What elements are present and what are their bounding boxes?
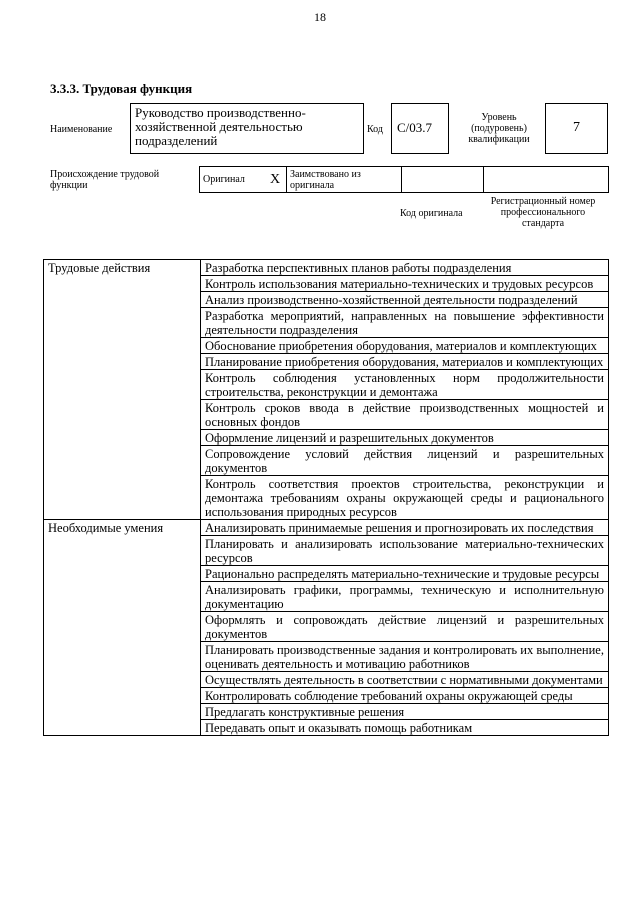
labor-action-row-text: Контроль сроков ввода в действие производственных мощностей и основных фондов (201, 400, 609, 430)
labor-action-row-text: Сопровождение условий действия лицензий и разрешительных документов (201, 446, 609, 476)
skill-row-text: Анализировать графики, программы, техническую и исполнительную документацию (201, 582, 609, 612)
skill-row-text: Передавать опыт и оказывать помощь работникам (201, 720, 609, 736)
skill-row (44, 520, 609, 536)
function-name-line: подразделений (135, 133, 218, 148)
reg-number-line: Регистрационный номер (490, 196, 596, 207)
borrowed-line: Заимствовано из (290, 168, 361, 180)
skill-row-text: Контролировать соблюдение требований охраны окружающей среды (201, 688, 609, 704)
labor-action-row-text: Контроль соответствия проектов строительства, реконструкции и демонтажа требованиям охраны окружающей среды и рационального использования природных ресурсов (201, 476, 609, 520)
category-label: Необходимые умения (44, 520, 201, 736)
reg-number-caption (478, 196, 608, 229)
skill-row-text: Планировать производственные задания и контролировать их выполнение, оценивать деятельность и мотивацию работников (201, 642, 609, 672)
labor-action-row-text: Анализ производственно-хозяйственной деятельности подразделений (201, 292, 609, 308)
labor-action-row-text: Контроль использования материально-технических и трудовых ресурсов (201, 276, 609, 292)
original-mark: X (264, 167, 287, 193)
skill-row-text: Рационально распределять материально-технические и трудовые ресурсы (201, 566, 609, 582)
function-name-box (130, 103, 364, 154)
origin-label (50, 169, 159, 191)
origin-label-line: функции (50, 180, 88, 191)
reg-number-cell (484, 167, 609, 193)
original-code-caption: Код оригинала (400, 208, 463, 219)
function-details-table (43, 259, 609, 736)
labor-action-row-text: Разработка перспективных планов работы подразделения (201, 260, 609, 276)
function-name-line: Руководство производственно- (135, 105, 306, 120)
code-value: C/03.7 (391, 103, 449, 154)
labor-action-row-text: Разработка мероприятий, направленных на повышение эффективности деятельности подразделения (201, 308, 609, 338)
origin-table (199, 166, 609, 193)
original-label: Оригинал (200, 167, 265, 193)
labor-action-row (44, 260, 609, 276)
code-label: Код (367, 124, 383, 135)
name-label: Наименование (50, 124, 113, 135)
section-title: 3.3.3. Трудовая функция (50, 81, 193, 96)
level-label-line: квалификации (468, 134, 530, 145)
labor-action-row-text: Контроль соблюдения установленных норм продолжительности строительства, реконструкции и демонтажа (201, 370, 609, 400)
level-label-line: (подуровень) (471, 123, 527, 134)
skill-row-text: Оформлять и сопровождать действие лицензий и разрешительных документов (201, 612, 609, 642)
skill-row-text: Планировать и анализировать использование материально-технических ресурсов (201, 536, 609, 566)
level-label (456, 112, 542, 145)
function-name-line: хозяйственной деятельностью (135, 119, 303, 134)
qualification-level-value: 7 (545, 103, 608, 154)
borrowed-line: оригинала (290, 179, 335, 191)
origin-label-line: Происхождение трудовой (50, 169, 160, 180)
skill-row-text: Осуществлять деятельность в соответствии с нормативными документами (201, 672, 609, 688)
reg-number-line: стандарта (521, 218, 565, 229)
reg-number-line: профессионального (500, 207, 586, 218)
original-code-cell (402, 167, 484, 193)
level-label-line: Уровень (481, 112, 517, 123)
skill-row-text: Предлагать конструктивные решения (201, 704, 609, 720)
labor-action-row-text: Обоснование приобретения оборудования, материалов и комплектующих (201, 338, 609, 354)
skill-row-text: Анализировать принимаемые решения и прогнозировать их последствия (201, 520, 609, 536)
borrowed-from-original (287, 167, 402, 193)
page-number: 18 (314, 10, 326, 24)
labor-action-row-text: Планирование приобретения оборудования, материалов и комплектующих (201, 354, 609, 370)
labor-action-row-text: Оформление лицензий и разрешительных документов (201, 430, 609, 446)
category-label: Трудовые действия (44, 260, 201, 520)
